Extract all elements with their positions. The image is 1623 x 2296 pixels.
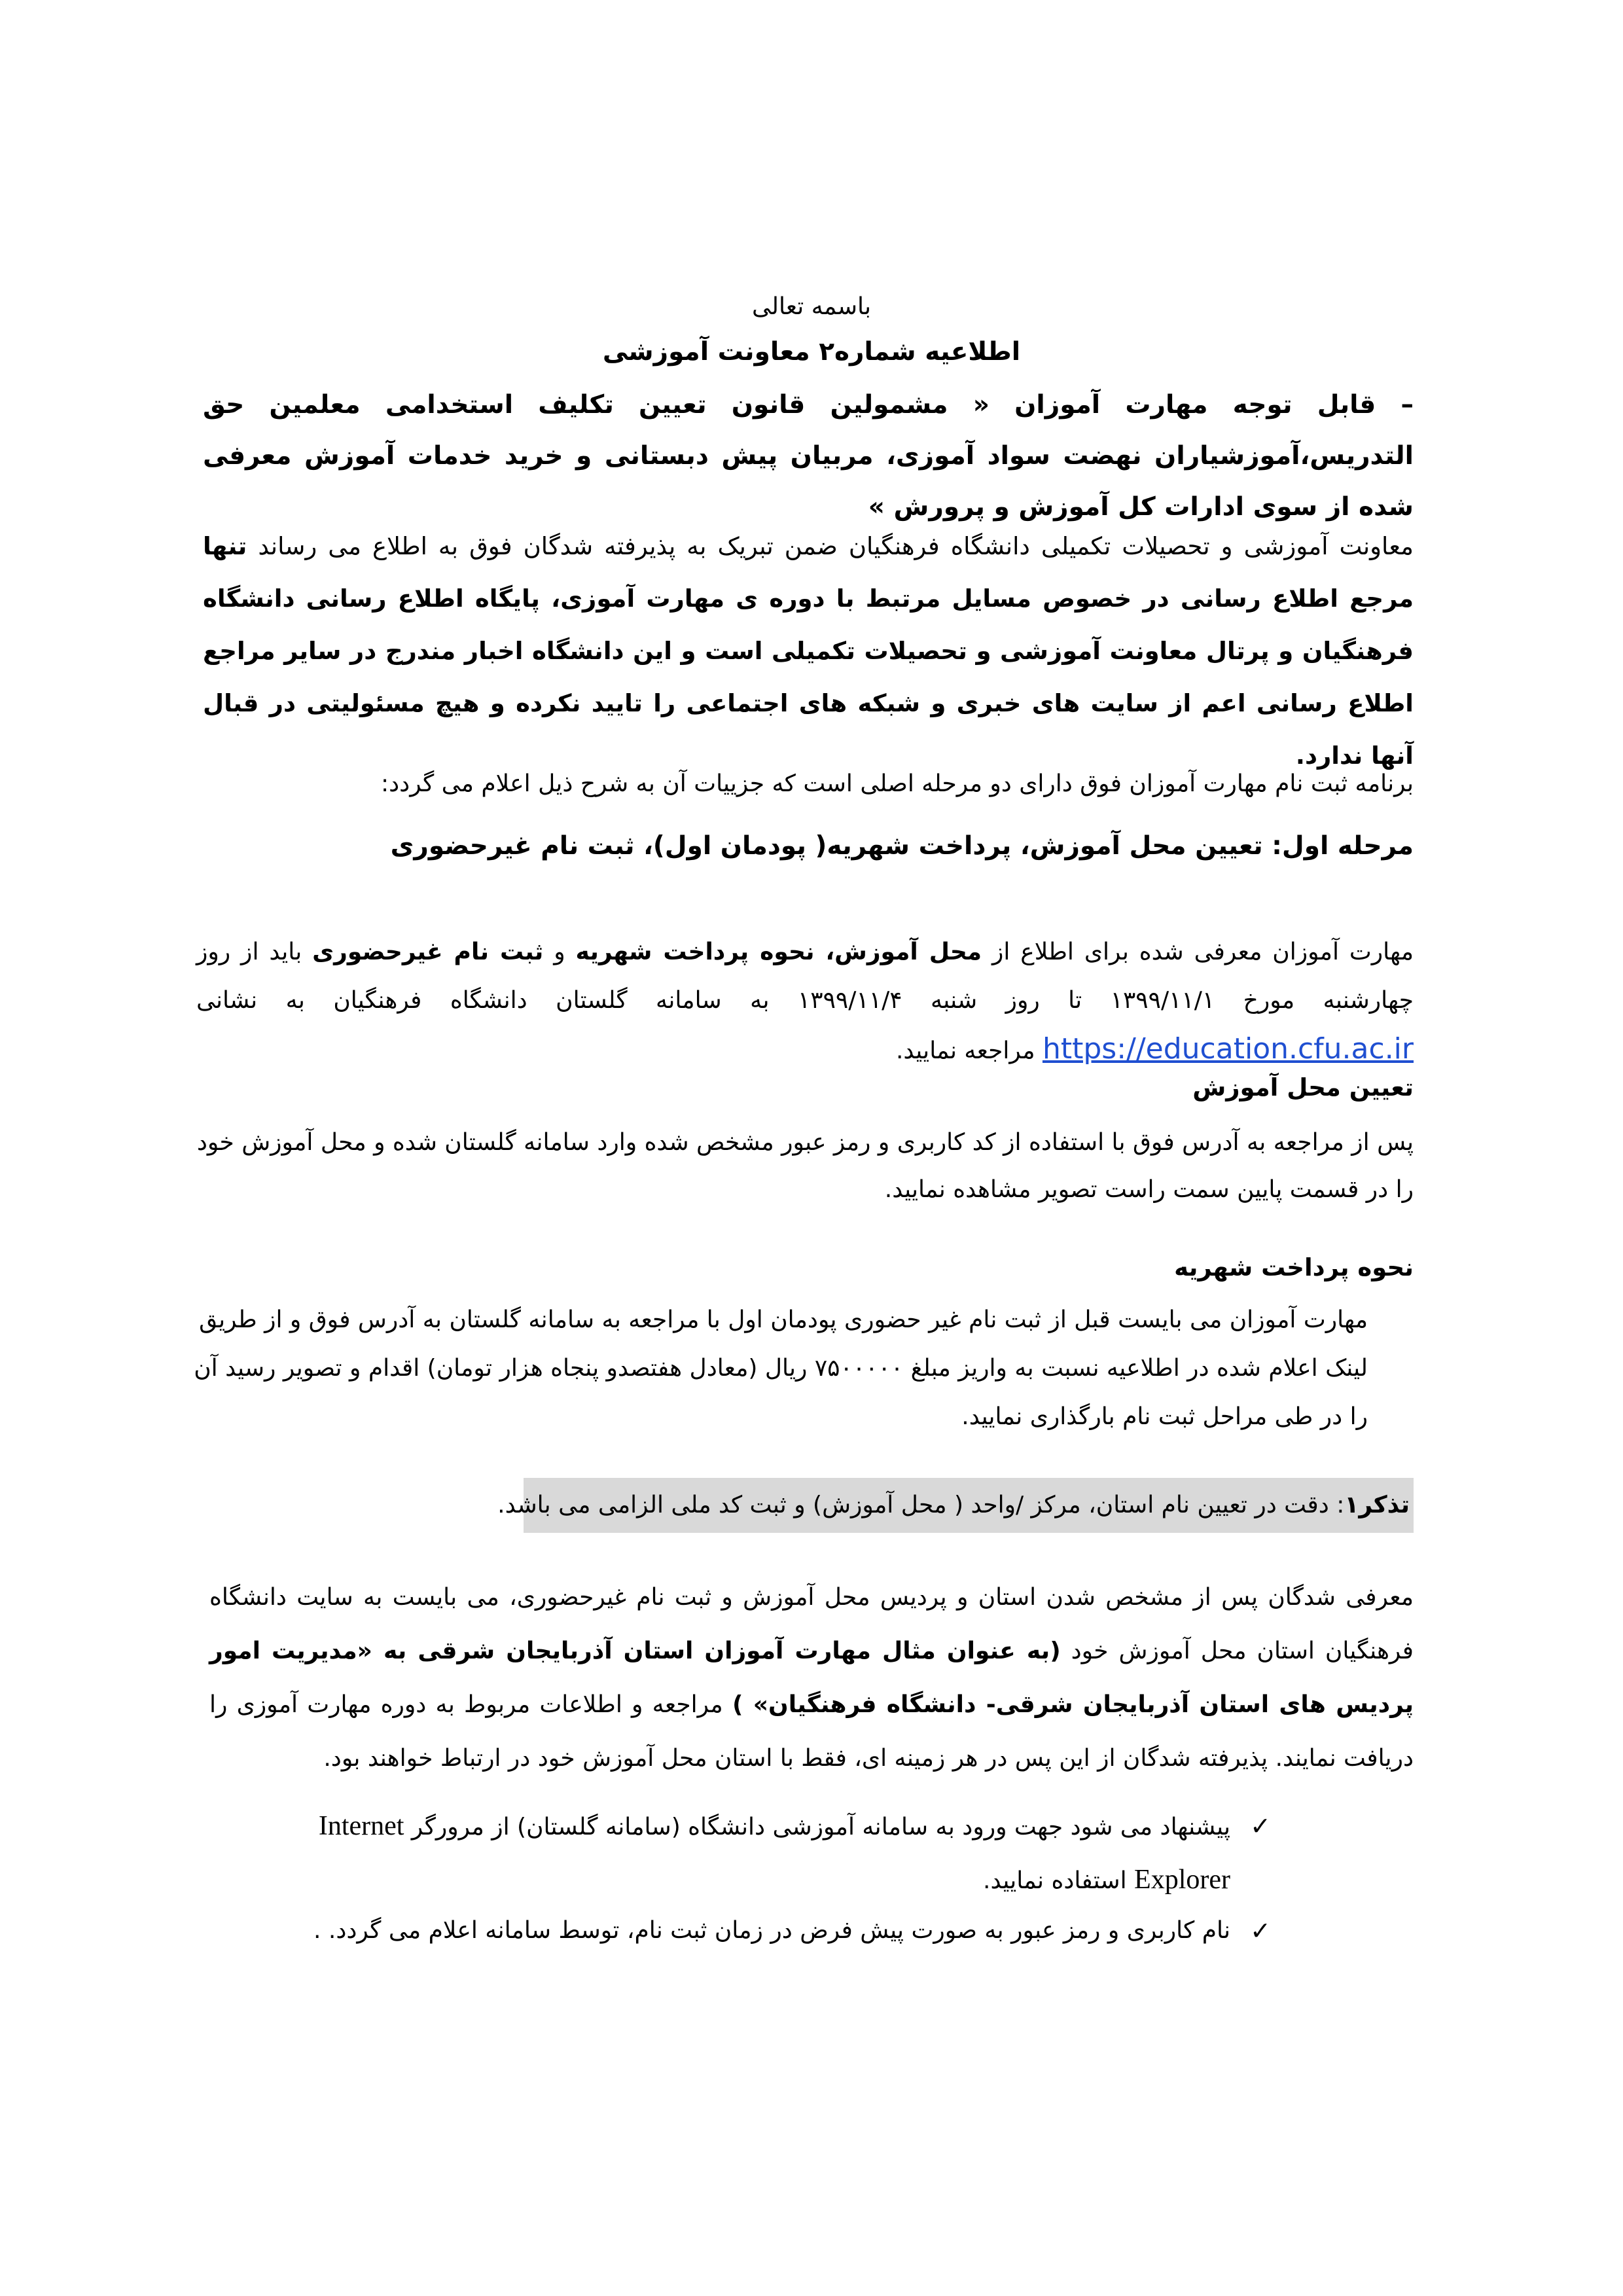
browser-bullet	[268, 1800, 1271, 1907]
registration-bold-b: محل آموزش، نحوه پرداخت شهریه	[575, 939, 982, 965]
program-paragraph: برنامه ثبت نام مهارت آموزان فوق دارای دو مرحله اصلی است که جزییات آن به شرح ذیل اعلام می گردد:	[381, 770, 1414, 797]
intro-paragraph	[203, 520, 1414, 782]
registration-bold-d: ثبت نام غیرحضوری	[312, 939, 544, 965]
payment-paragraph: مهارت آموزان می بایست قبل از ثبت نام غیر حضوری پودمان اول با مراجعه به سامانه گلستان به آدرس فوق و از طریق لینک اعلام شده در اطلاعیه نسبت به واریز مبلغ ۷۵۰۰۰۰۰ ریال (معادل هفتصدو پنجاه هزار تومان) اقدام و تصویر رسید آن را در طی مراحل ثبت نام بارگذاری نمایید.	[194, 1306, 1368, 1430]
province-bold-example: (به عنوان مثال مهارت آموزان استان آذربایجان شرقی به «مدیریت امور پردیس های استان آذربایجان شرقی- دانشگاه فرهنگیان» )	[209, 1638, 1414, 1718]
credentials-bullet	[268, 1911, 1271, 1950]
browser-name: Internet Explorer	[318, 1811, 1230, 1895]
registration-text-c: و	[543, 939, 576, 965]
intro-text: معاونت آموزشی و تحصیلات تکمیلی دانشگاه فرهنگیان ضمن تبریک به پذیرفته شدگان فوق به اطلاع می رساند	[247, 532, 1414, 560]
province-paragraph	[209, 1571, 1414, 1785]
intro-bold-text: تنها مرجع اطلاع رسانی در خصوص مسایل مرتبط با دوره ی مهارت آموزی، پایگاه اطلاع رسانی دانشگاه فرهنگیان و پرتال معاونت آموزشی و تحصیلات تکمیلی است و این دانشگاه اخبار مندرج در سایر مراجع اطلاع رسانی اعم از سایت های خبری و شبکه های اجتماعی را تایید نکرده و هیچ مسئولیتی در قبال آنها ندارد.	[203, 532, 1414, 770]
registration-text-e: باید از روز چهارشنبه مورخ ۱۳۹۹/۱۱/۱ تا روز شنبه ۱۳۹۹/۱۱/۴ به سامانه گلستان دانشگاه فرهنگیان به نشانی	[196, 939, 1414, 1014]
browser-bullet-text-b: استفاده نمایید.	[983, 1867, 1135, 1894]
province-text-a: معرفی شدگان پس از مشخص شدن استان و پردیس محل آموزش و ثبت نام غیرحضوری، می بایست به سایت دانشگاه فرهنگیان استان محل آموزش خود	[209, 1584, 1414, 1664]
registration-text-a: مهارت آموزان معرفی شده برای اطلاع از	[982, 939, 1414, 965]
payment-heading: نحوه پرداخت شهریه	[1174, 1253, 1414, 1282]
reminder-text: : دقت در تعیین نام استان، مرکز /واحد ( محل آموزش) و ثبت کد ملی الزامی می باشد.	[497, 1492, 1345, 1518]
stage-one-heading: مرحله اول: تعیین محل آموزش، پرداخت شهریه( پودمان اول)، ثبت نام غیرحضوری	[390, 831, 1414, 861]
reminder-note	[497, 1478, 1414, 1533]
registration-text-f: مراجعه نمایید.	[895, 1037, 1043, 1064]
checkmark-icon: ✓	[1250, 1812, 1271, 1840]
checkmark-icon: ✓	[1250, 1916, 1271, 1945]
notice-subtitle: – قابل توجه مهارت آموزان « مشمولین قانون تعیین تکلیف استخدامی معلمین حق التدریس،آموزشیاران نهضت سواد آموزی، مربیان پیش دبستانی و خرید خدمات آموزش معرفی شده از سوی ادارات کل آموزش و پرورش »	[203, 390, 1414, 522]
education-portal-link[interactable]: https://education.cfu.ac.ir	[1042, 1032, 1414, 1066]
notice-title: اطلاعیه شماره۲ معاونت آموزشی	[602, 337, 1021, 367]
province-text-c: مراجعه و اطلاعات مربوط به دوره مهارت آموزی را دریافت نمایند. پذیرفته شدگان از این پس در هر زمینه ای، فقط با استان محل آموزش خود در ارتباط خواهند بود.	[209, 1691, 1414, 1772]
credentials-bullet-text: نام کاربری و رمز عبور به صورت پیش فرض در زمان ثبت نام، توسط سامانه اعلام می گردد. .	[313, 1917, 1230, 1944]
reminder-label: تذکر۱	[1344, 1492, 1410, 1518]
registration-paragraph	[196, 928, 1414, 1075]
location-paragraph: پس از مراجعه به آدرس فوق با استفاده از کد کاربری و رمز عبور مشخص شده وارد سامانه گلستان شده و محل آموزش خود را در قسمت پایین سمت راست تصویر مشاهده نمایید.	[196, 1129, 1414, 1203]
location-heading: تعیین محل آموزش	[1192, 1073, 1414, 1102]
browser-bullet-text-a: پیشنهاد می شود جهت ورود به سامانه آموزشی دانشگاه (سامانه گلستان) از مرورگر	[404, 1814, 1230, 1840]
basmala-heading: باسمه تعالی	[751, 293, 872, 320]
